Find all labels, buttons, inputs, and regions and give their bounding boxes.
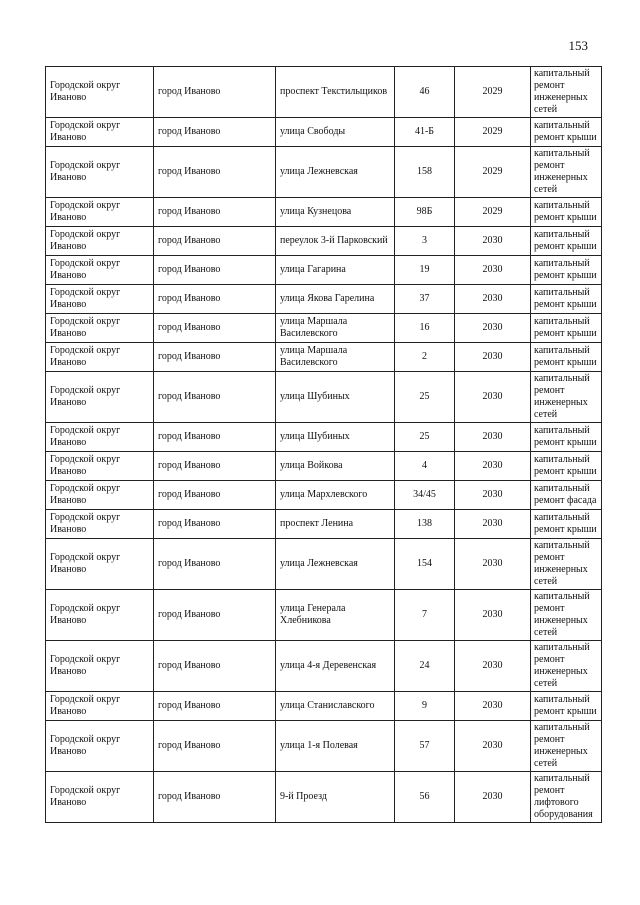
district-cell: Городской округ Иваново <box>46 772 154 823</box>
year-cell: 2030 <box>455 539 531 590</box>
table-row <box>46 510 602 539</box>
work-type-cell: капитальный ремонт крыши <box>531 314 602 343</box>
house-number-cell: 57 <box>395 721 455 772</box>
table-row <box>46 590 602 641</box>
street-cell: улица Свободы <box>276 118 395 147</box>
work-type-cell: капитальный ремонт инженерных сетей <box>531 721 602 772</box>
house-number-cell: 16 <box>395 314 455 343</box>
work-type-cell: капитальный ремонт крыши <box>531 423 602 452</box>
city-cell: город Иваново <box>154 372 276 423</box>
year-cell: 2029 <box>455 147 531 198</box>
street-cell: улица Гагарина <box>276 256 395 285</box>
table-row <box>46 67 602 118</box>
street-cell: улица Якова Гарелина <box>276 285 395 314</box>
street-cell: улица 4-я Деревенская <box>276 641 395 692</box>
work-type-cell: капитальный ремонт инженерных сетей <box>531 539 602 590</box>
district-cell: Городской округ Иваново <box>46 590 154 641</box>
district-cell: Городской округ Иваново <box>46 641 154 692</box>
work-type-cell: капитальный ремонт инженерных сетей <box>531 372 602 423</box>
city-cell: город Иваново <box>154 641 276 692</box>
city-cell: город Иваново <box>154 452 276 481</box>
city-cell: город Иваново <box>154 147 276 198</box>
city-cell: город Иваново <box>154 481 276 510</box>
year-cell: 2030 <box>455 510 531 539</box>
district-cell: Городской округ Иваново <box>46 510 154 539</box>
table-row <box>46 452 602 481</box>
work-type-cell: капитальный ремонт крыши <box>531 227 602 256</box>
work-type-cell: капитальный ремонт инженерных сетей <box>531 147 602 198</box>
year-cell: 2030 <box>455 343 531 372</box>
city-cell: город Иваново <box>154 510 276 539</box>
district-cell: Городской округ Иваново <box>46 67 154 118</box>
street-cell: улица Шубиных <box>276 423 395 452</box>
street-cell: улица Маршала Василевского <box>276 343 395 372</box>
year-cell: 2030 <box>455 692 531 721</box>
table-row <box>46 227 602 256</box>
repair-schedule-table <box>45 66 602 823</box>
district-cell: Городской округ Иваново <box>46 692 154 721</box>
district-cell: Городской округ Иваново <box>46 372 154 423</box>
city-cell: город Иваново <box>154 314 276 343</box>
year-cell: 2029 <box>455 198 531 227</box>
table-row <box>46 147 602 198</box>
house-number-cell: 25 <box>395 423 455 452</box>
year-cell: 2030 <box>455 256 531 285</box>
district-cell: Городской округ Иваново <box>46 481 154 510</box>
table-row <box>46 198 602 227</box>
city-cell: город Иваново <box>154 118 276 147</box>
table-row <box>46 423 602 452</box>
street-cell: проспект Текстильщиков <box>276 67 395 118</box>
year-cell: 2030 <box>455 721 531 772</box>
work-type-cell: капитальный ремонт крыши <box>531 256 602 285</box>
work-type-cell: капитальный ремонт крыши <box>531 285 602 314</box>
city-cell: город Иваново <box>154 227 276 256</box>
district-cell: Городской округ Иваново <box>46 721 154 772</box>
table-row <box>46 372 602 423</box>
house-number-cell: 138 <box>395 510 455 539</box>
year-cell: 2030 <box>455 772 531 823</box>
house-number-cell: 19 <box>395 256 455 285</box>
city-cell: город Иваново <box>154 590 276 641</box>
table-row <box>46 481 602 510</box>
city-cell: город Иваново <box>154 539 276 590</box>
house-number-cell: 25 <box>395 372 455 423</box>
street-cell: улица Лежневская <box>276 147 395 198</box>
city-cell: город Иваново <box>154 343 276 372</box>
street-cell: улица 1-я Полевая <box>276 721 395 772</box>
year-cell: 2030 <box>455 227 531 256</box>
street-cell: улица Генерала Хлебникова <box>276 590 395 641</box>
city-cell: город Иваново <box>154 67 276 118</box>
table-row <box>46 343 602 372</box>
year-cell: 2030 <box>455 590 531 641</box>
page-number: 153 <box>568 38 588 53</box>
house-number-cell: 98Б <box>395 198 455 227</box>
year-cell: 2030 <box>455 314 531 343</box>
street-cell: проспект Ленина <box>276 510 395 539</box>
street-cell: улица Маршала Василевского <box>276 314 395 343</box>
year-cell: 2030 <box>455 452 531 481</box>
house-number-cell: 158 <box>395 147 455 198</box>
house-number-cell: 24 <box>395 641 455 692</box>
city-cell: город Иваново <box>154 692 276 721</box>
street-cell: улица Мархлевского <box>276 481 395 510</box>
district-cell: Городской округ Иваново <box>46 147 154 198</box>
work-type-cell: капитальный ремонт инженерных сетей <box>531 67 602 118</box>
year-cell: 2030 <box>455 423 531 452</box>
work-type-cell: капитальный ремонт инженерных сетей <box>531 590 602 641</box>
city-cell: город Иваново <box>154 772 276 823</box>
street-cell: улица Войкова <box>276 452 395 481</box>
district-cell: Городской округ Иваново <box>46 539 154 590</box>
district-cell: Городской округ Иваново <box>46 423 154 452</box>
work-type-cell: капитальный ремонт инженерных сетей <box>531 641 602 692</box>
house-number-cell: 34/45 <box>395 481 455 510</box>
district-cell: Городской округ Иваново <box>46 343 154 372</box>
street-cell: улица Станиславского <box>276 692 395 721</box>
house-number-cell: 2 <box>395 343 455 372</box>
year-cell: 2029 <box>455 118 531 147</box>
street-cell: переулок 3-й Парковский <box>276 227 395 256</box>
street-cell: улица Кузнецова <box>276 198 395 227</box>
street-cell: улица Шубиных <box>276 372 395 423</box>
table-row <box>46 692 602 721</box>
work-type-cell: капитальный ремонт крыши <box>531 510 602 539</box>
work-type-cell: капитальный ремонт крыши <box>531 452 602 481</box>
house-number-cell: 7 <box>395 590 455 641</box>
street-cell: 9-й Проезд <box>276 772 395 823</box>
district-cell: Городской округ Иваново <box>46 198 154 227</box>
year-cell: 2030 <box>455 481 531 510</box>
work-type-cell: капитальный ремонт лифтового оборудования <box>531 772 602 823</box>
year-cell: 2030 <box>455 285 531 314</box>
year-cell: 2030 <box>455 641 531 692</box>
city-cell: город Иваново <box>154 285 276 314</box>
table-row <box>46 641 602 692</box>
table-row <box>46 285 602 314</box>
table-row <box>46 721 602 772</box>
house-number-cell: 154 <box>395 539 455 590</box>
table-row <box>46 539 602 590</box>
work-type-cell: капитальный ремонт крыши <box>531 118 602 147</box>
district-cell: Городской округ Иваново <box>46 118 154 147</box>
year-cell: 2029 <box>455 67 531 118</box>
district-cell: Городской округ Иваново <box>46 314 154 343</box>
city-cell: город Иваново <box>154 256 276 285</box>
city-cell: город Иваново <box>154 198 276 227</box>
district-cell: Городской округ Иваново <box>46 285 154 314</box>
house-number-cell: 3 <box>395 227 455 256</box>
city-cell: город Иваново <box>154 721 276 772</box>
table-row <box>46 314 602 343</box>
house-number-cell: 4 <box>395 452 455 481</box>
table-row <box>46 772 602 823</box>
house-number-cell: 9 <box>395 692 455 721</box>
district-cell: Городской округ Иваново <box>46 227 154 256</box>
work-type-cell: капитальный ремонт крыши <box>531 692 602 721</box>
house-number-cell: 46 <box>395 67 455 118</box>
work-type-cell: капитальный ремонт крыши <box>531 343 602 372</box>
year-cell: 2030 <box>455 372 531 423</box>
district-cell: Городской округ Иваново <box>46 256 154 285</box>
street-cell: улица Лежневская <box>276 539 395 590</box>
house-number-cell: 56 <box>395 772 455 823</box>
house-number-cell: 37 <box>395 285 455 314</box>
table-row <box>46 118 602 147</box>
district-cell: Городской округ Иваново <box>46 452 154 481</box>
work-type-cell: капитальный ремонт крыши <box>531 198 602 227</box>
city-cell: город Иваново <box>154 423 276 452</box>
work-type-cell: капитальный ремонт фасада <box>531 481 602 510</box>
table-row <box>46 256 602 285</box>
house-number-cell: 41-Б <box>395 118 455 147</box>
